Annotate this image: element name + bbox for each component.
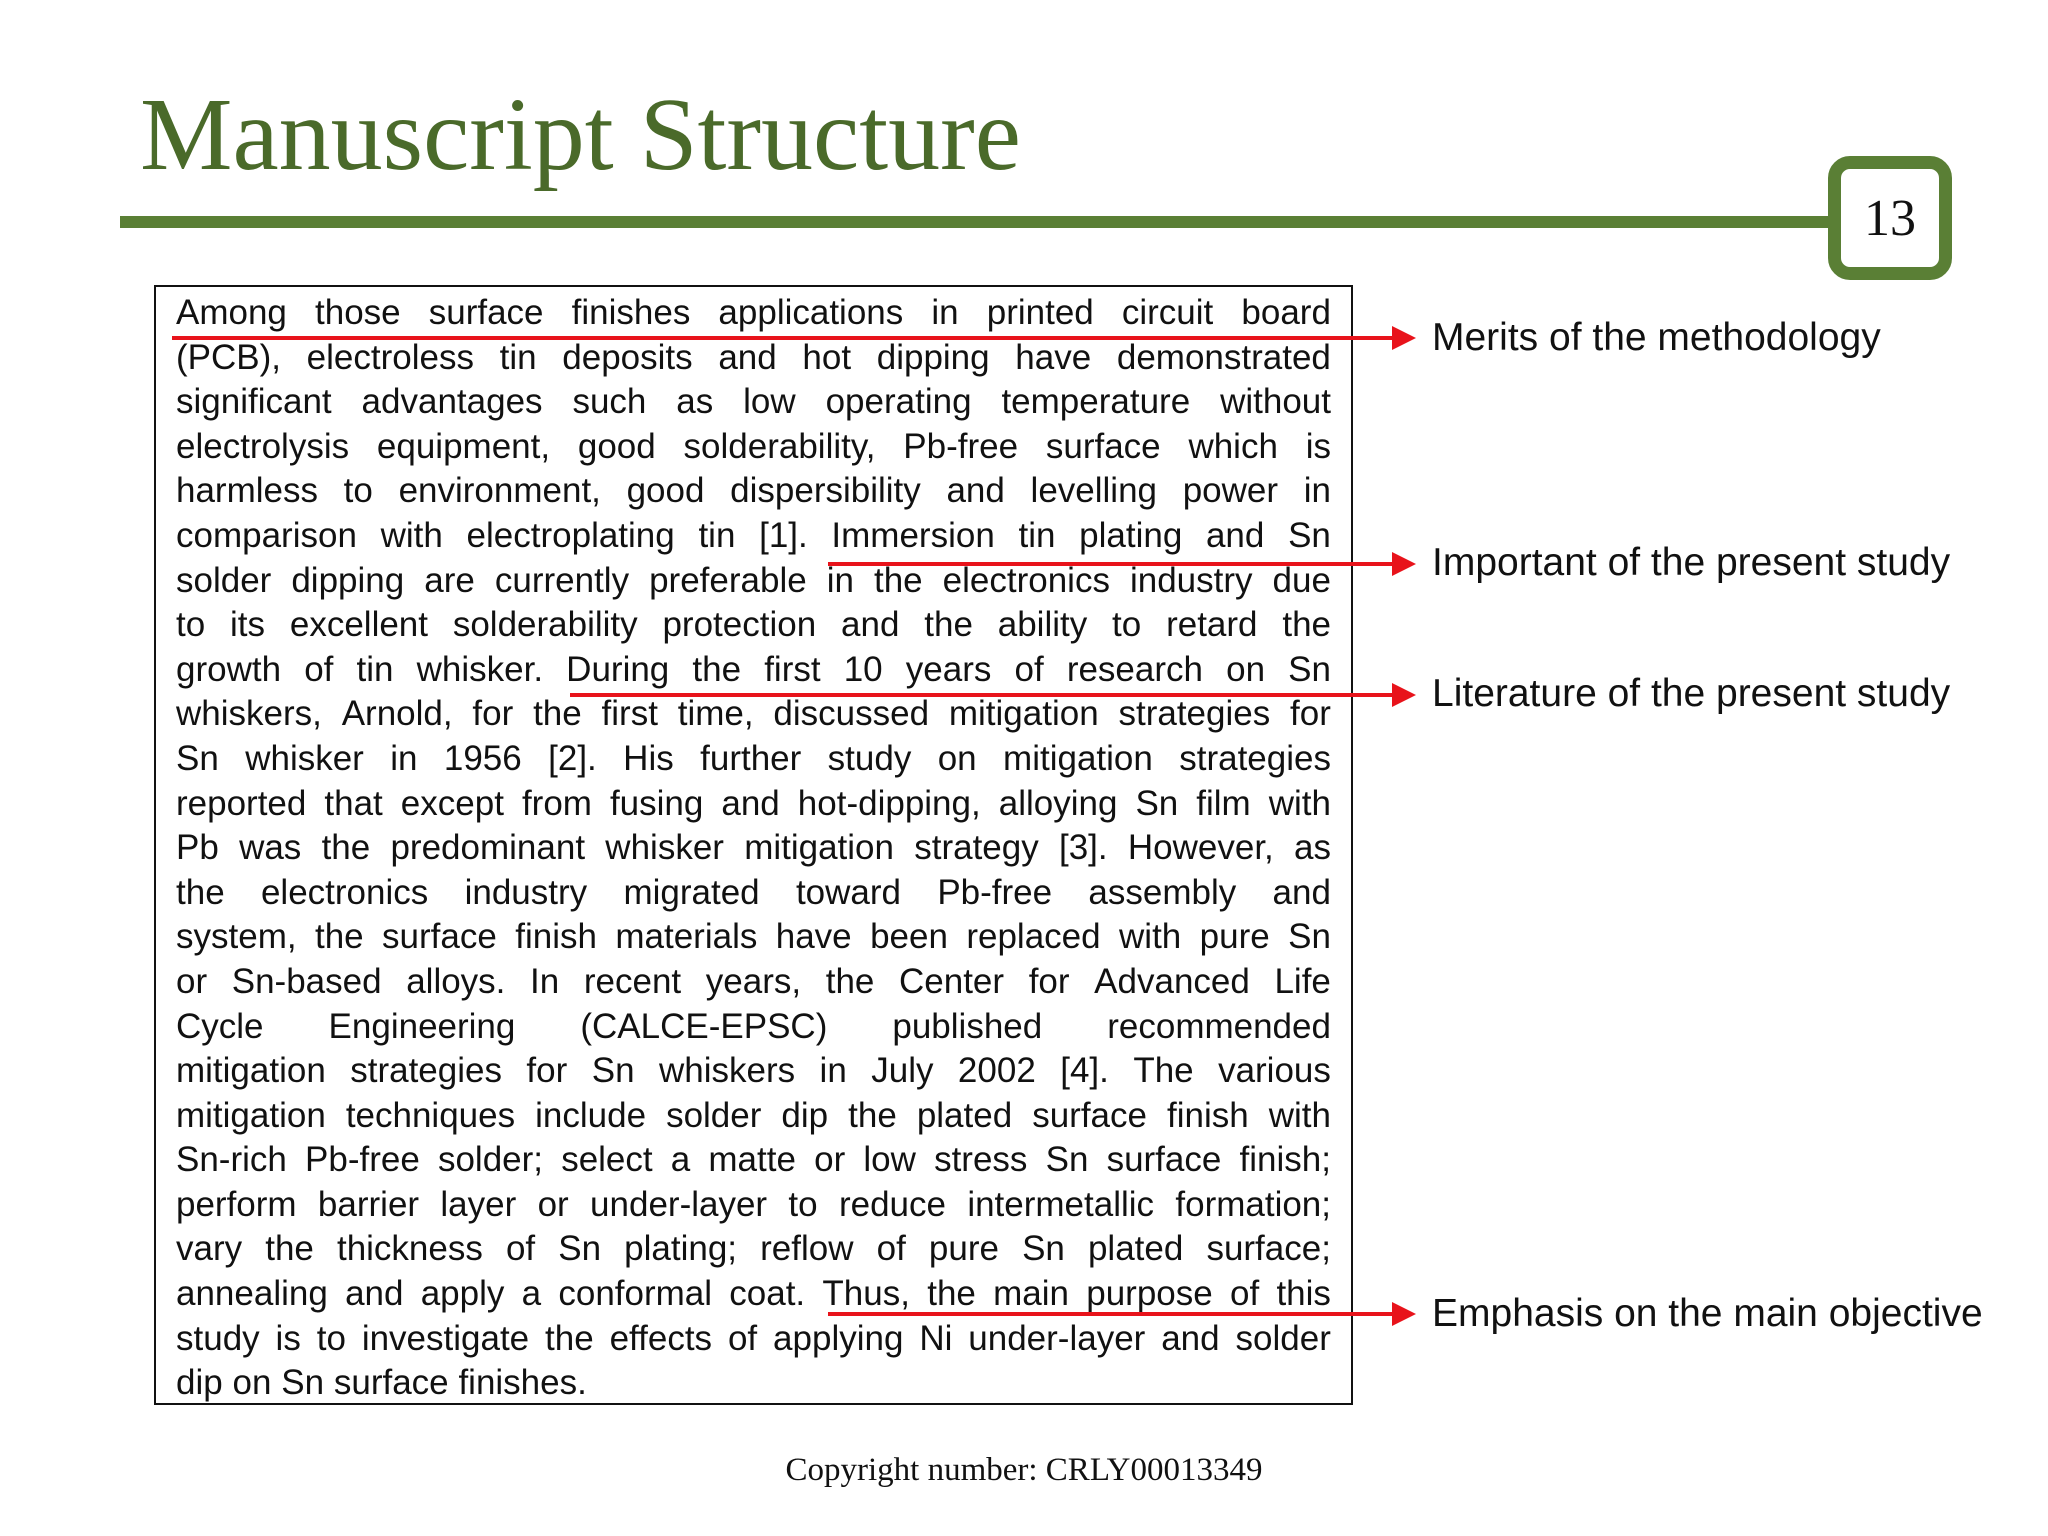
excerpt-line: mitigation strategies for Sn whiskers in July 2002 [4]. The various bbox=[176, 1051, 1331, 1091]
slide-title: Manuscript Structure bbox=[140, 77, 1021, 192]
excerpt-line: Cycle Engineering (CALCE-EPSC) published recommended bbox=[176, 1006, 1331, 1046]
excerpt-line: whiskers, Arnold, for the first time, discussed mitigation strategies for bbox=[176, 694, 1331, 734]
page-number: 13 bbox=[1864, 189, 1916, 247]
excerpt-line: growth of tin whisker. During the first 10 years of research on Sn bbox=[176, 649, 1331, 689]
callout-merits: Merits of the methodology bbox=[1432, 316, 1881, 359]
excerpt-line: (PCB), electroless tin deposits and hot dipping have demonstrated bbox=[176, 337, 1331, 377]
excerpt-line: comparison with electroplating tin [1]. Immersion tin plating and Sn bbox=[176, 515, 1331, 555]
callout-literature: Literature of the present study bbox=[1432, 672, 1951, 715]
excerpt-line: harmless to environment, good dispersibility and levelling power in bbox=[176, 471, 1331, 511]
excerpt-line: to its excellent solderability protection and the ability to retard the bbox=[176, 605, 1331, 645]
excerpt-line: study is to investigate the effects of applying Ni under-layer and solder bbox=[176, 1318, 1331, 1358]
callout-objective: Emphasis on the main objective bbox=[1432, 1292, 1983, 1335]
excerpt-line: perform barrier layer or under-layer to reduce intermetallic formation; bbox=[176, 1184, 1331, 1224]
callout-importance: Important of the present study bbox=[1432, 541, 1951, 584]
excerpt-line: vary the thickness of Sn plating; reflow of pure Sn plated surface; bbox=[176, 1229, 1331, 1269]
excerpt-line: the electronics industry migrated toward Pb-free assembly and bbox=[176, 872, 1331, 912]
excerpt-line: annealing and apply a conformal coat. Thus, the main purpose of this bbox=[176, 1274, 1331, 1314]
excerpt-line: Sn-rich Pb-free solder; select a matte or low stress Sn surface finish; bbox=[176, 1140, 1331, 1180]
excerpt-line: significant advantages such as low operating temperature without bbox=[176, 382, 1331, 422]
excerpt-line: Pb was the predominant whisker mitigation strategy [3]. However, as bbox=[176, 828, 1331, 868]
excerpt-line: Among those surface finishes applications in printed circuit board bbox=[176, 293, 1331, 332]
excerpt-line: system, the surface finish materials have been replaced with pure Sn bbox=[176, 917, 1331, 957]
copyright-notice: Copyright number: CRLY00013349 bbox=[785, 1452, 1263, 1488]
excerpt-line: reported that except from fusing and hot-dipping, alloying Sn film with bbox=[176, 783, 1331, 823]
excerpt-line: mitigation techniques include solder dip the plated surface finish with bbox=[176, 1095, 1331, 1135]
excerpt-line: or Sn-based alloys. In recent years, the Center for Advanced Life bbox=[176, 961, 1331, 1001]
excerpt-line: solder dipping are currently preferable in the electronics industry due bbox=[176, 560, 1331, 600]
excerpt-line: electrolysis equipment, good solderability, Pb-free surface which is bbox=[176, 426, 1331, 466]
excerpt-line: Sn whisker in 1956 [2]. His further study on mitigation strategies bbox=[176, 738, 1331, 778]
excerpt-line: dip on Sn surface finishes. bbox=[176, 1363, 587, 1403]
